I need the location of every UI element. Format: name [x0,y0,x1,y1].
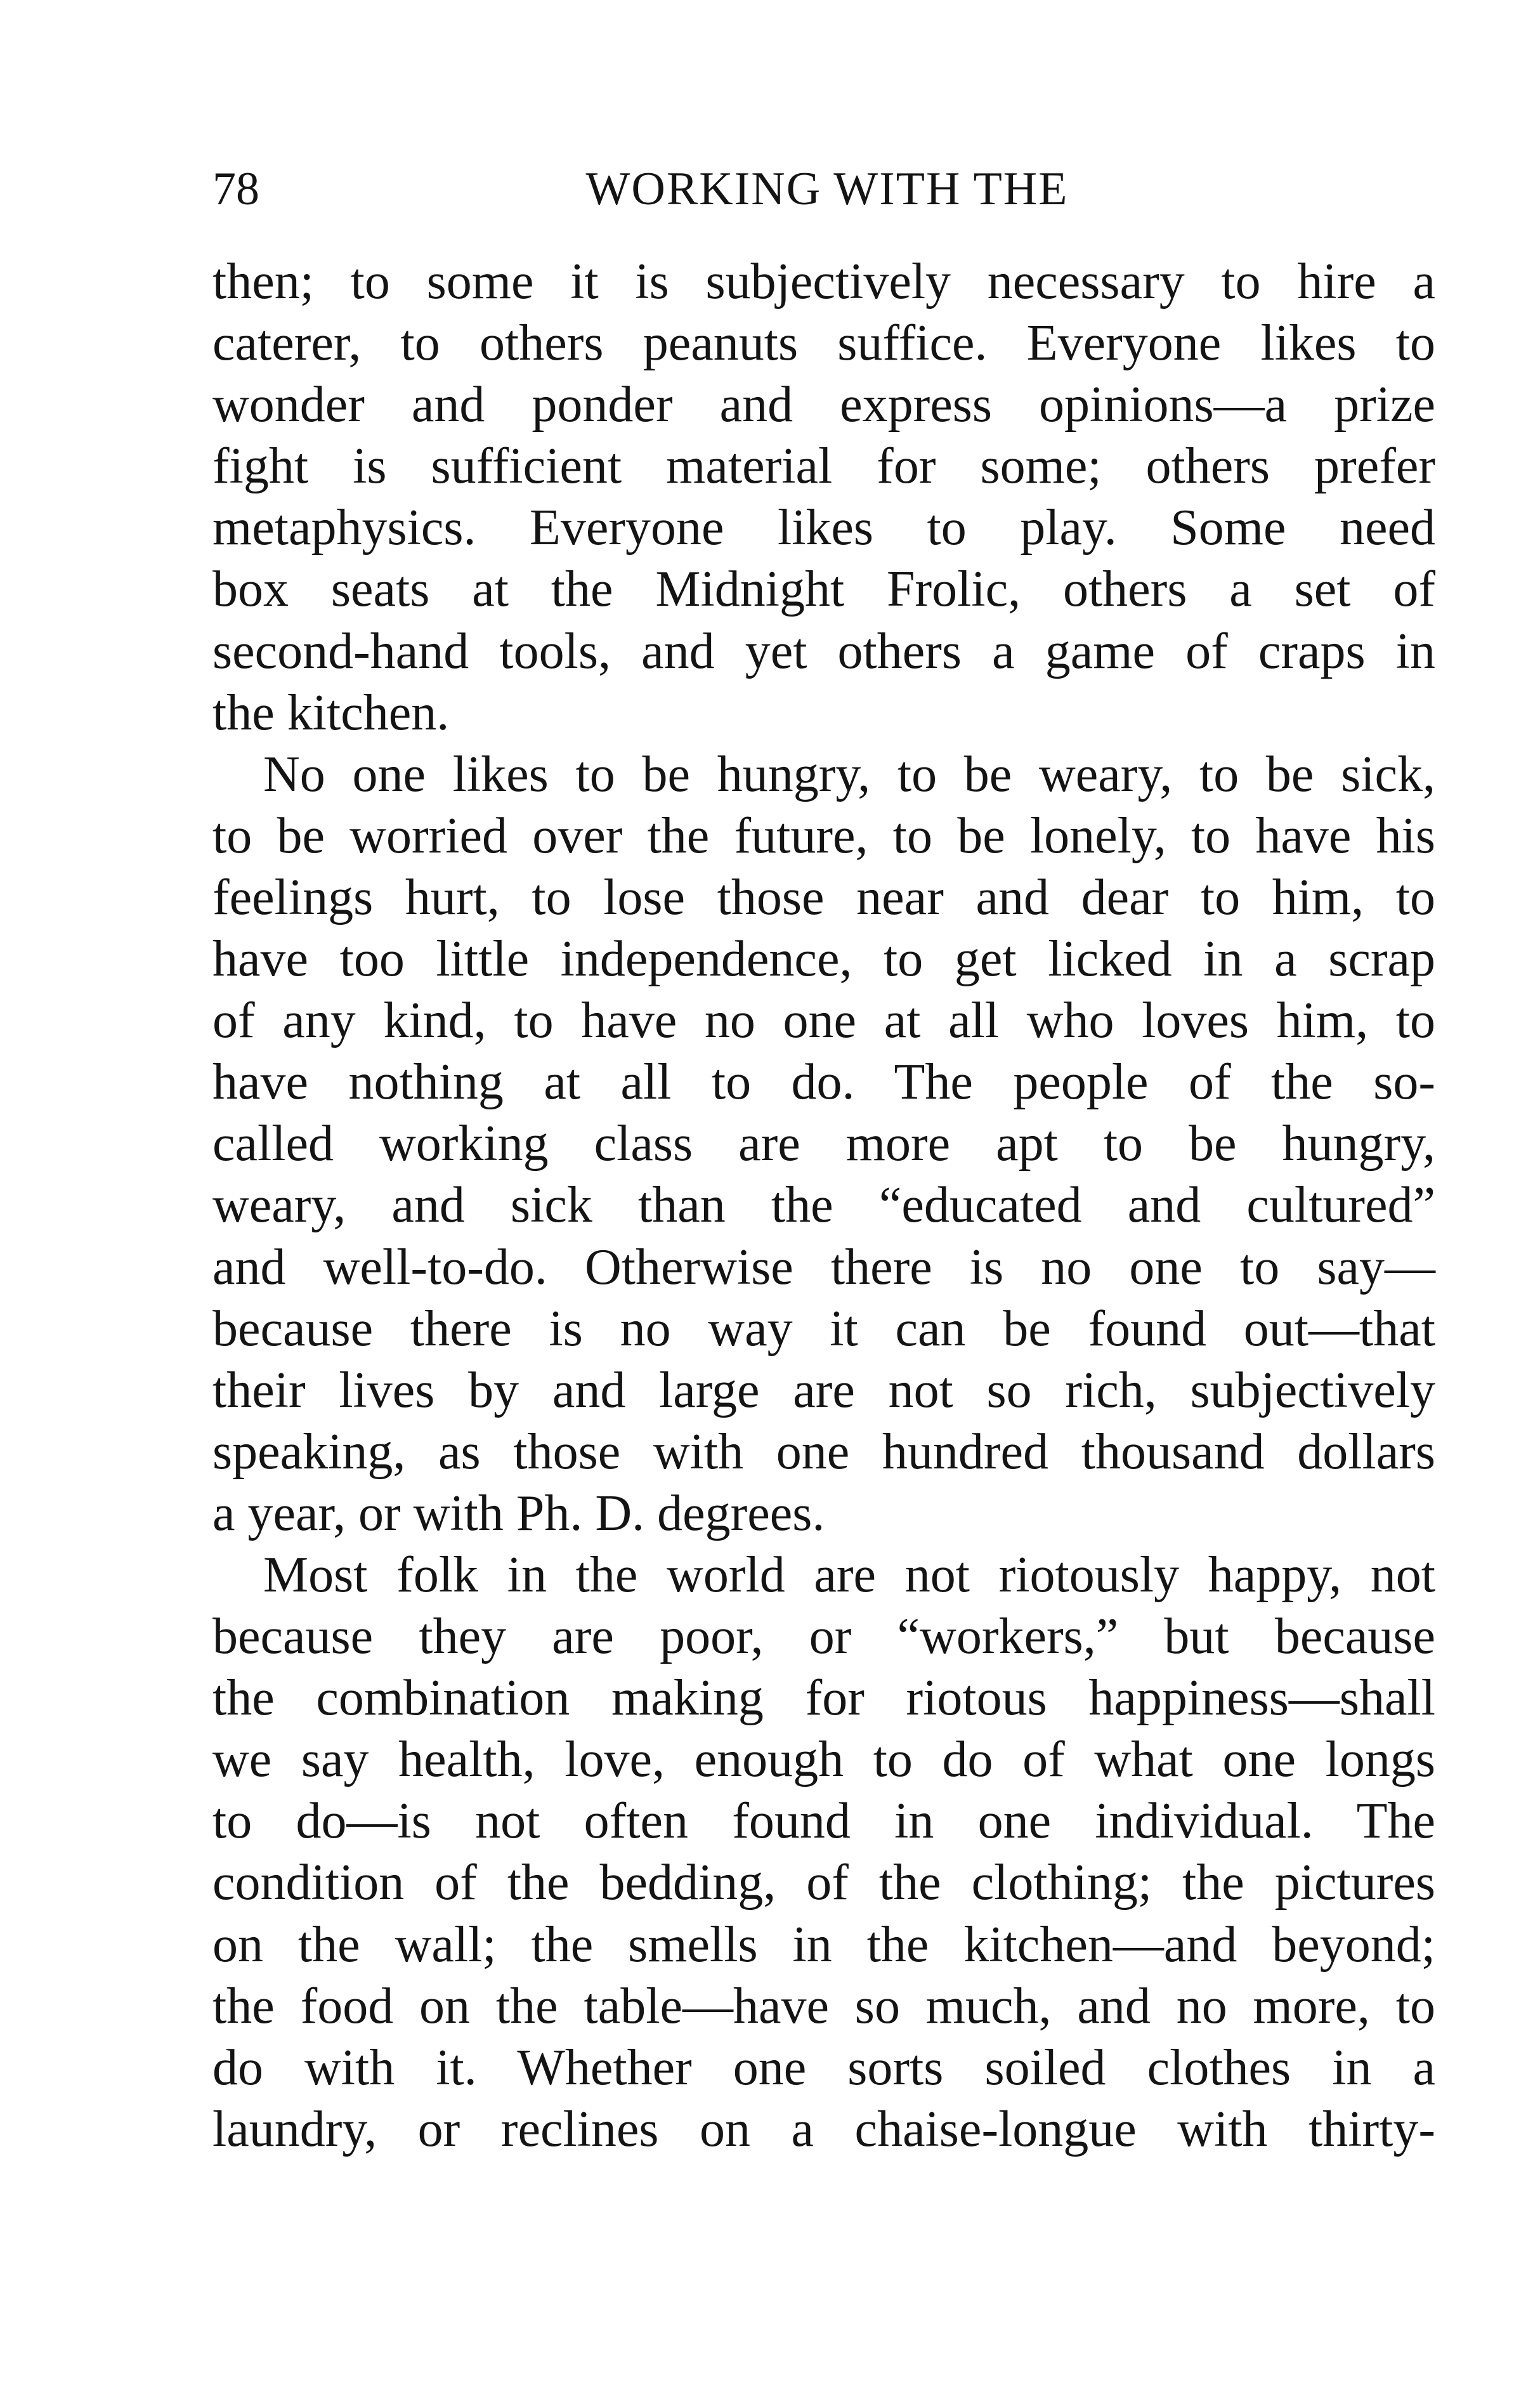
text-line: do with it. Whether one sorts soiled clothes in a [212,2039,1435,2096]
text-line: laundry, or reclines on a chaise-longue with thirty- [212,2101,1435,2157]
text-line: because they are poor, or “workers,” but because [212,1609,1435,1665]
text-line: No one likes to be hungry, to be weary, to be sick, [263,746,1435,802]
text-line: we say health, love, enough to do of what one longs [212,1732,1435,1788]
text-line: have too little independence, to get licked in a scrap [212,931,1435,988]
text-line: of any kind, to have no one at all who loves him, to [212,993,1435,1049]
running-title: WORKING WITH THE [585,163,1069,215]
text-line: to do—is not often found in one individual. The [212,1793,1435,1850]
text-line: caterer, to others peanuts suffice. Everyone likes to [212,315,1435,372]
text-line: metaphysics. Everyone likes to play. Some need [212,500,1435,556]
text-line: the kitchen. [212,684,450,741]
paragraph [212,251,1435,744]
text-line: a year, or with Ph. D. degrees. [212,1485,825,1541]
text-line: wonder and ponder and express opinions—a prize [212,377,1435,433]
text-line: to be worried over the future, to be lonely, to have his [212,807,1435,864]
text-line: fight is sufficient material for some; others prefer [212,438,1435,495]
text-line: then; to some it is subjectively necessary to hire a [212,254,1435,310]
page-number: 78 [212,163,259,215]
text-line: the combination making for riotous happiness—shall [212,1670,1435,1727]
paragraph [212,744,1435,1545]
text-line: because there is no way it can be found out—that [212,1300,1435,1357]
text-line: called working class are more apt to be hungry, [212,1116,1435,1172]
text-line: the food on the table—have so much, and no more, to [212,1978,1435,2034]
text-line: have nothing at all to do. The people of the so- [212,1054,1435,1111]
text-line: weary, and sick than the “educated and cultured” [212,1177,1435,1234]
body-text [212,251,1435,2160]
text-line: their lives by and large are not so rich, subjectively [212,1362,1435,1418]
text-line: and well-to-do. Otherwise there is no one to say— [212,1239,1435,1295]
text-line: box seats at the Midnight Frolic, others a set of [212,561,1435,618]
text-line: condition of the bedding, of the clothing; the pictures [212,1855,1435,1911]
text-line: feelings hurt, to lose those near and dear to him, to [212,869,1435,925]
text-line: Most folk in the world are not riotously happy, not [263,1546,1435,1603]
page-header [212,159,1435,220]
text-line: on the wall; the smells in the kitchen—and beyond; [212,1916,1435,1973]
paragraph [212,1545,1435,2160]
text-line: speaking, as those with one hundred thousand dollars [212,1423,1435,1480]
text-line: second-hand tools, and yet others a game of craps in [212,623,1435,679]
